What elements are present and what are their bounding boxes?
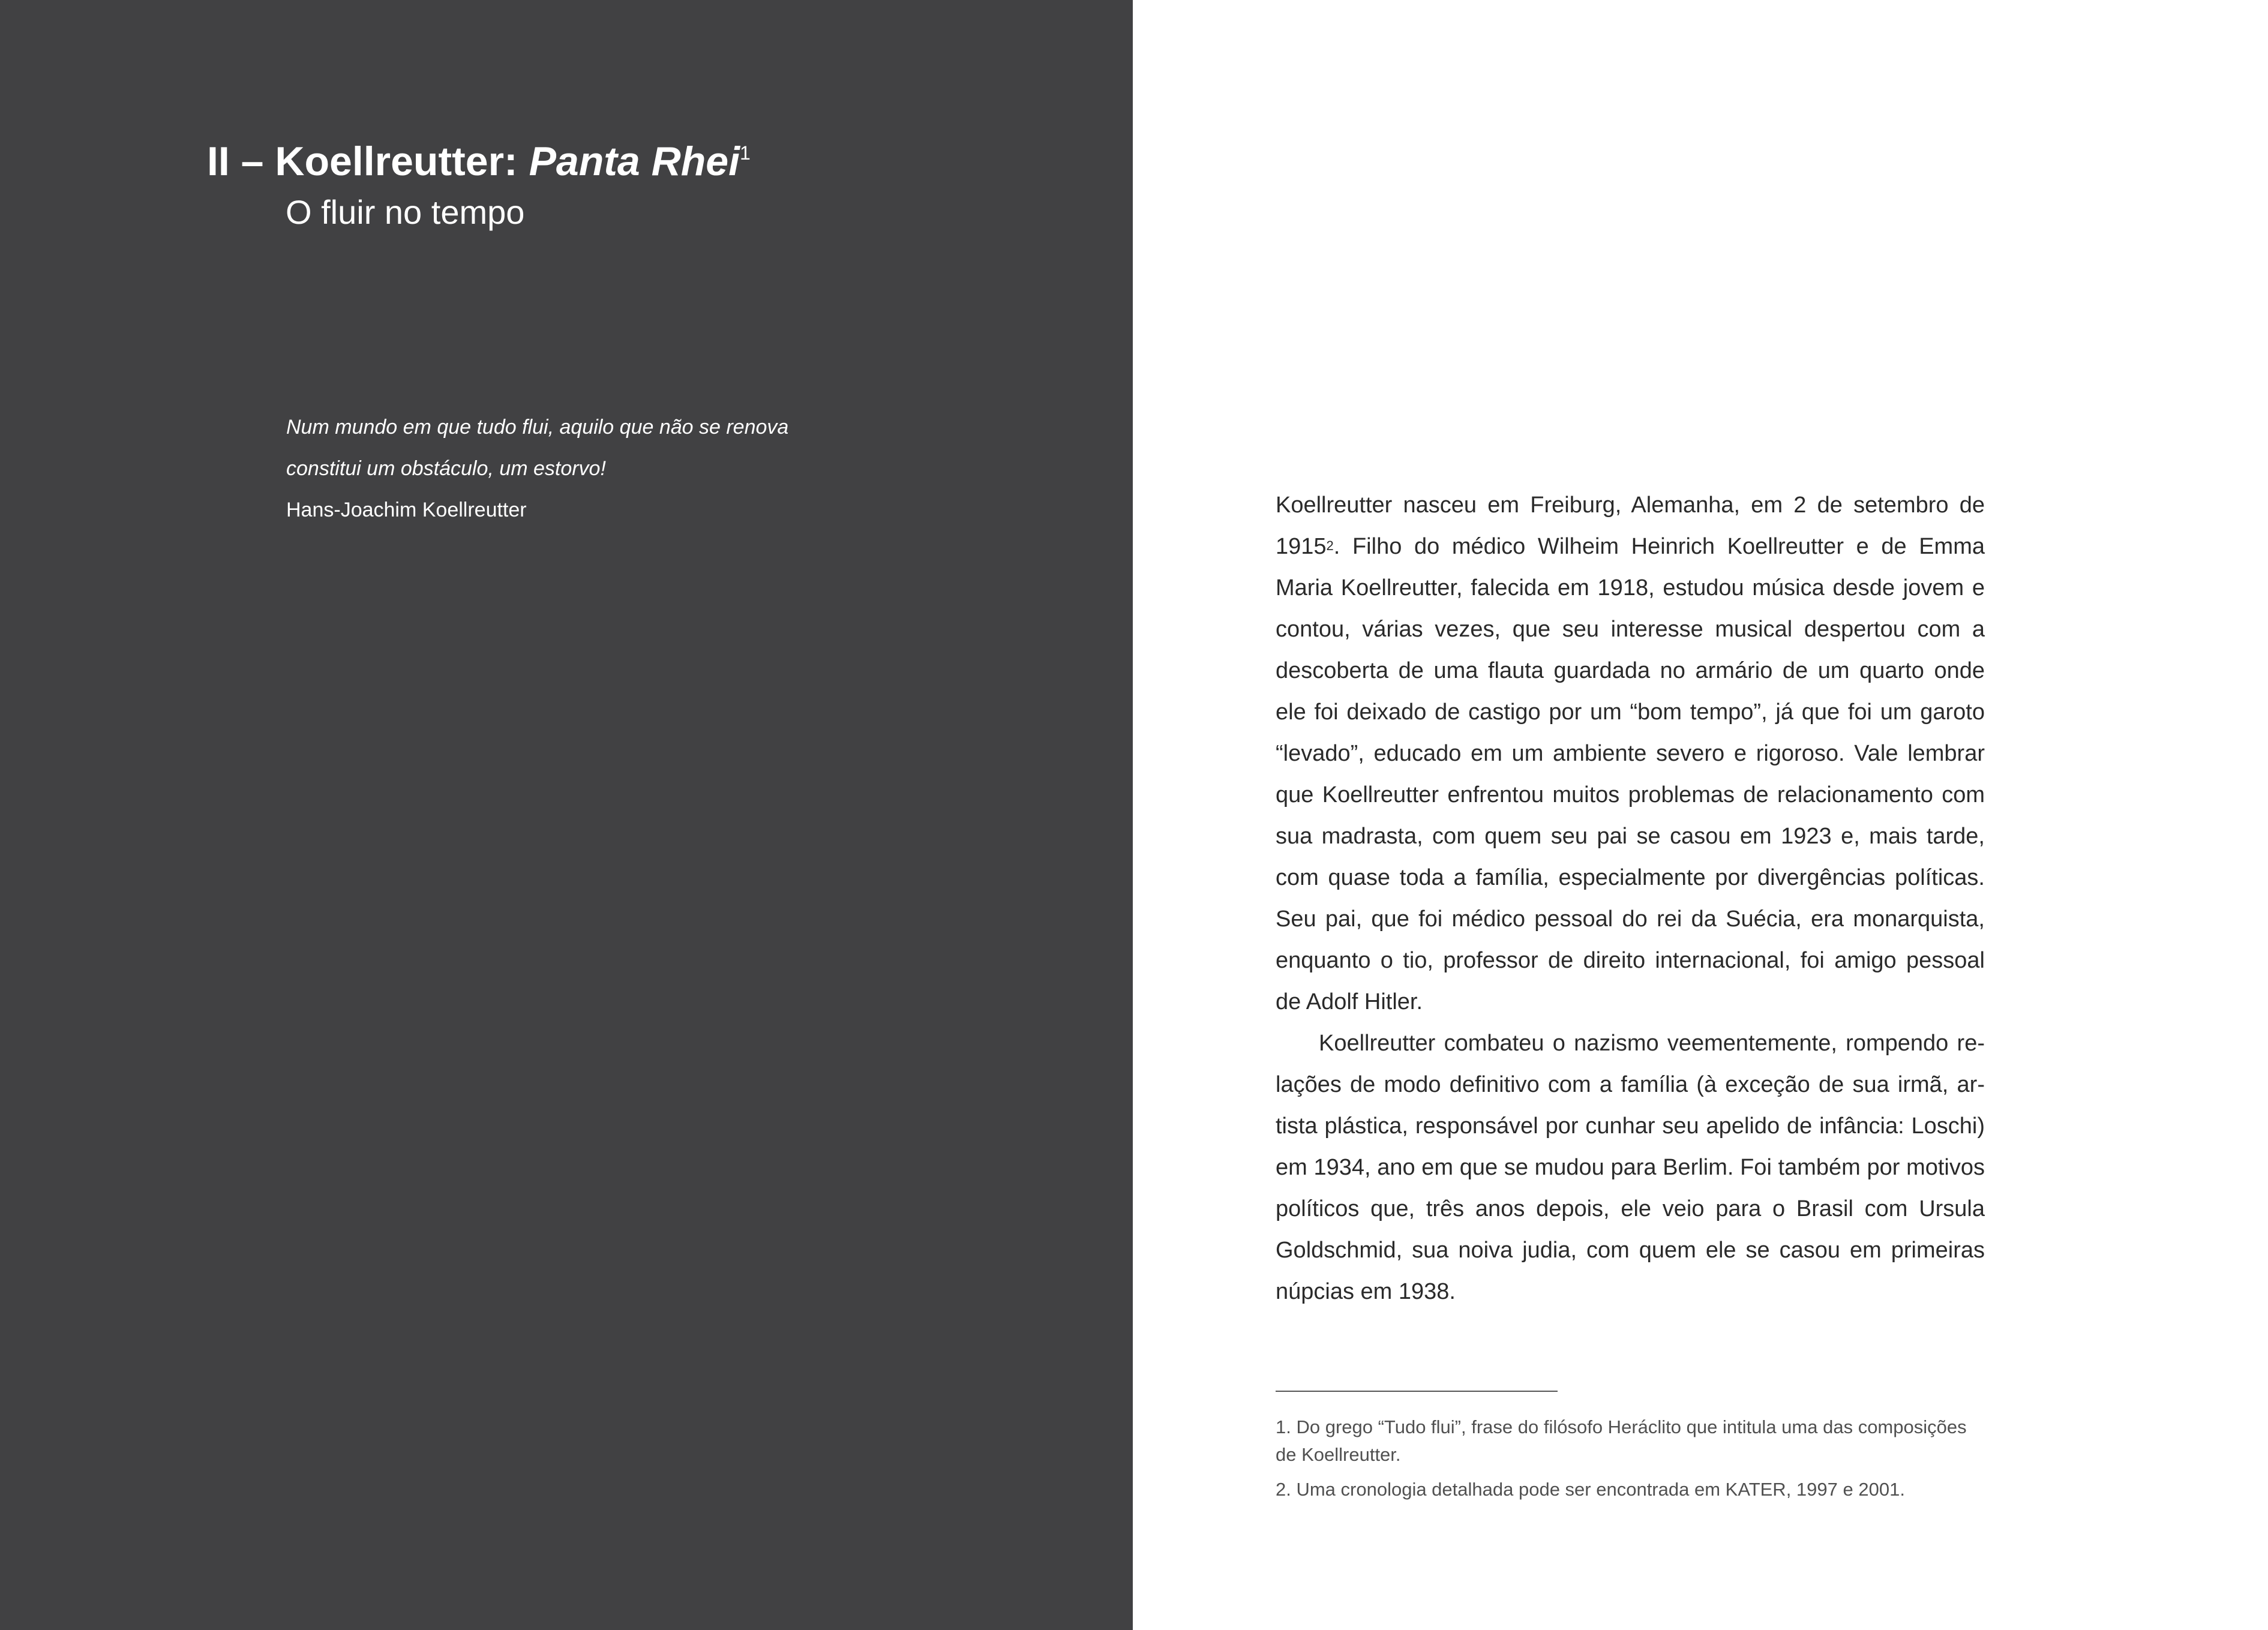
footnote-1: 1. Do grego “Tudo flui”, frase do filósofo Heráclito que intitula uma das composições de Koellreutter. xyxy=(1276,1416,1967,1465)
epigraph-line: Num mundo em que tudo flui, aquilo que não se renova xyxy=(286,416,789,439)
epigraph xyxy=(286,407,826,531)
epigraph-author: Hans-Joachim Koellreutter xyxy=(286,499,527,521)
paragraph-1-start: Koellreutter nasceu em Freiburg, Alemanha, em 2 de setembro de 1915 xyxy=(1276,493,1985,559)
paragraph-1-rest: . Filho do médico Wilheim Heinrich Koellreutter e de Emma Maria Koellreutter, falecida em 1918, estudou música desde jovem e contou, várias vezes, que seu interesse musical despertou com a descoberta de uma flauta guardada no armário de um quarto onde ele foi deixado de castigo por um “bom tempo”, já que foi um garoto “levado”, educado em um ambiente severo e rigoroso. Vale lembrar que Koellreutter enfrentou muitos problemas de relacionamento com sua madrasta, com quem seu pai se casou em 1923 e, mais tarde, com quase toda a família, especialmente por divergências políticas. Seu pai, que foi médico pessoal do rei da Suécia, era monarquista, enquanto o tio, professor de direito internacional, foi amigo pessoal de Adolf Hitler. xyxy=(1276,534,1985,1014)
epigraph-line: constitui um obstáculo, um estorvo! xyxy=(286,457,606,480)
footnote-ref-1[interactable]: 1 xyxy=(739,142,751,164)
footnote-2: 2. Uma cronologia detalhada pode ser encontrada em KATER, 1997 e 2001. xyxy=(1276,1479,1905,1500)
paragraph-2: Koellreutter combateu o nazismo veementemente, rompendo relações de modo definitivo com a família (à exceção de sua irmã, artista plástica, responsável por cunhar seu apelido de infância: Loschi) em 1934, ano em que se mudou para Berlim. Foi também por motivos políticos que, três anos depois, ele veio para o Brasil com Ursula Goldschmid, sua noiva judia, com quem ele se casou em primeiras núpcias em 1938. xyxy=(1276,1031,1985,1304)
body-text xyxy=(1276,485,1985,1313)
paragraph-1 xyxy=(1276,485,1985,1023)
chapter-title xyxy=(207,139,751,184)
footnote-ref-2[interactable]: 2 xyxy=(1326,538,1334,553)
chapter-subtitle: O fluir no tempo xyxy=(286,193,525,231)
chapter-title-italic: Panta Rhei xyxy=(529,139,740,184)
footnotes xyxy=(1276,1413,1990,1511)
left-page xyxy=(0,0,1133,1630)
footnote-divider xyxy=(1276,1391,1558,1392)
chapter-title-prefix: II – Koellreutter: xyxy=(207,139,529,184)
